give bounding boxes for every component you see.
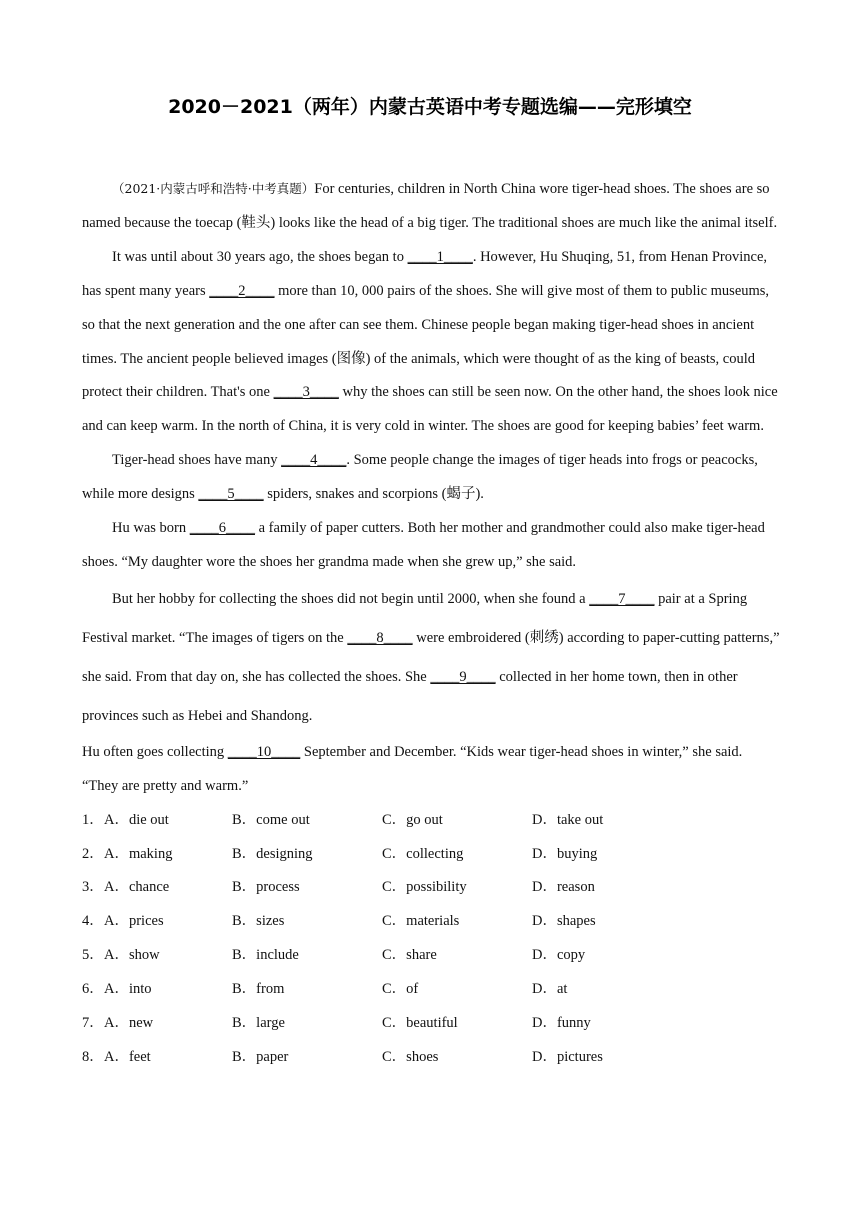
blank-4: ____4____ [281,452,347,469]
option-a: A．into [104,981,152,998]
option-d: D．take out [532,811,604,828]
text-segment: It was until about 30 years ago, the shoes began to [112,248,408,265]
option-a: A．feet [104,1048,151,1065]
option-a: A．show [104,947,160,964]
option-a: A．new [104,1015,154,1032]
option-b: B．from [232,981,285,998]
paragraph-2 [82,241,782,444]
question-number: 1． [82,811,104,828]
passage-body [82,172,782,1075]
option-c: C．materials [382,913,460,930]
question-number: 4． [82,913,104,930]
question-number: 3． [82,879,104,896]
blank-3: ____3____ [273,384,339,401]
text-segment: Hu was born [112,520,190,537]
option-d: D．pictures [532,1048,603,1065]
option-row-8 [82,1041,782,1075]
text-segment: spiders, snakes and scorpions (蝎子). [263,486,484,503]
options-list [82,804,782,1075]
text-segment: Hu often goes collecting [82,743,228,760]
text-segment: . However, Hu Shuqing, 51, from Henan Province, has spent many years [82,248,768,299]
option-b: B．paper [232,1048,289,1065]
text-segment: pair at a Spring Festival market. “The images of tigers on the [82,590,748,646]
option-row-4 [82,905,782,939]
text-segment: a family of paper cutters. Both her mother and grandmother could also make tiger-head shoes. “My daughter wore the shoes her grandma made when she grew up,” she said. [82,520,765,570]
option-d: D．at [532,981,568,998]
blank-5: ____5____ [198,486,264,503]
blank-7: ____7____ [589,590,655,607]
blank-2: ____2____ [209,282,275,299]
blank-1: ____1____ [407,248,473,265]
paragraph-5 [82,580,782,736]
blank-8: ____8____ [347,629,413,646]
question-number: 6． [82,981,104,998]
question-number: 8． [82,1048,104,1065]
option-a: A．die out [104,811,169,828]
blank-6: ____6____ [189,520,255,537]
text-segment: more than 10, 000 pairs of the shoes. She will give most of them to public museums, so that the next generation and the one after can see them. Chinese people began making tiger-head shoes in ancient times. The ancient people believed images (图像) of the animals, which were thought of as the king of beasts, could protect their children. That's one [82,282,770,401]
question-number: 5． [82,947,104,964]
option-b: B．come out [232,811,310,828]
option-row-1 [82,804,782,838]
option-b: B．large [232,1015,285,1032]
option-d: D．copy [532,947,586,964]
option-b: B．sizes [232,913,285,930]
question-number: 7． [82,1015,104,1032]
text-segment: collected in her home town, then in other provinces such as Hebei and Shandong. [82,668,738,724]
text-segment: But her hobby for collecting the shoes did not begin until 2000, when she found a [112,590,590,607]
option-b: B．include [232,947,299,964]
option-row-2 [82,838,782,872]
paragraph-3 [82,444,782,512]
option-a: A．prices [104,913,164,930]
option-c: C．collecting [382,845,464,862]
option-row-3 [82,871,782,905]
option-a: A．making [104,845,173,862]
text-segment: . Some people change the images of tiger heads into frogs or peacocks, while more designs [82,452,758,503]
option-c: C．go out [382,811,443,828]
blank-9: ____9____ [430,668,496,685]
option-d: D．reason [532,879,595,896]
question-number: 2． [82,845,104,862]
document-title: 2020－2021（两年）内蒙古英语中考专题选编——完形填空 [168,96,692,118]
option-d: D．buying [532,845,598,862]
option-a: A．chance [104,879,170,896]
blank-10: ____10____ [227,743,301,760]
paragraph-4 [82,512,782,580]
option-row-6 [82,973,782,1007]
text-segment: Tiger-head shoes have many [112,452,282,469]
option-c: C．of [382,981,419,998]
option-c: C．shoes [382,1048,439,1065]
option-b: B．designing [232,845,313,862]
option-row-7 [82,1007,782,1041]
paragraph-6 [82,736,782,804]
option-d: D．funny [532,1015,591,1032]
option-c: C．possibility [382,879,467,896]
text-segment: September and December. “Kids wear tiger-head shoes in winter,” she said. “They are pretty and warm.” [82,743,743,794]
text-segment: why the shoes can still be seen now. On the other hand, the shoes look nice and can keep warm. In the north of China, it is very cold in winter. The shoes are good for keeping babies’ feet warm. [82,384,778,435]
option-c: C．share [382,947,437,964]
option-b: B．process [232,879,300,896]
option-c: C．beautiful [382,1015,458,1032]
source-label: （2021·内蒙古呼和浩特·中考真题） [112,181,315,196]
option-row-5 [82,939,782,973]
paragraph-1 [82,172,782,241]
paragraph-1-text: For centuries, children in North China wore tiger-head shoes. The shoes are so named because the toecap (鞋头) looks like the head of a big tiger. The traditional shoes are much like the animal itself. [82,181,778,231]
option-d: D．shapes [532,913,596,930]
text-segment: were embroidered (刺绣) according to paper-cutting patterns,” she said. From that day on, she has collected the shoes. She [82,629,780,685]
